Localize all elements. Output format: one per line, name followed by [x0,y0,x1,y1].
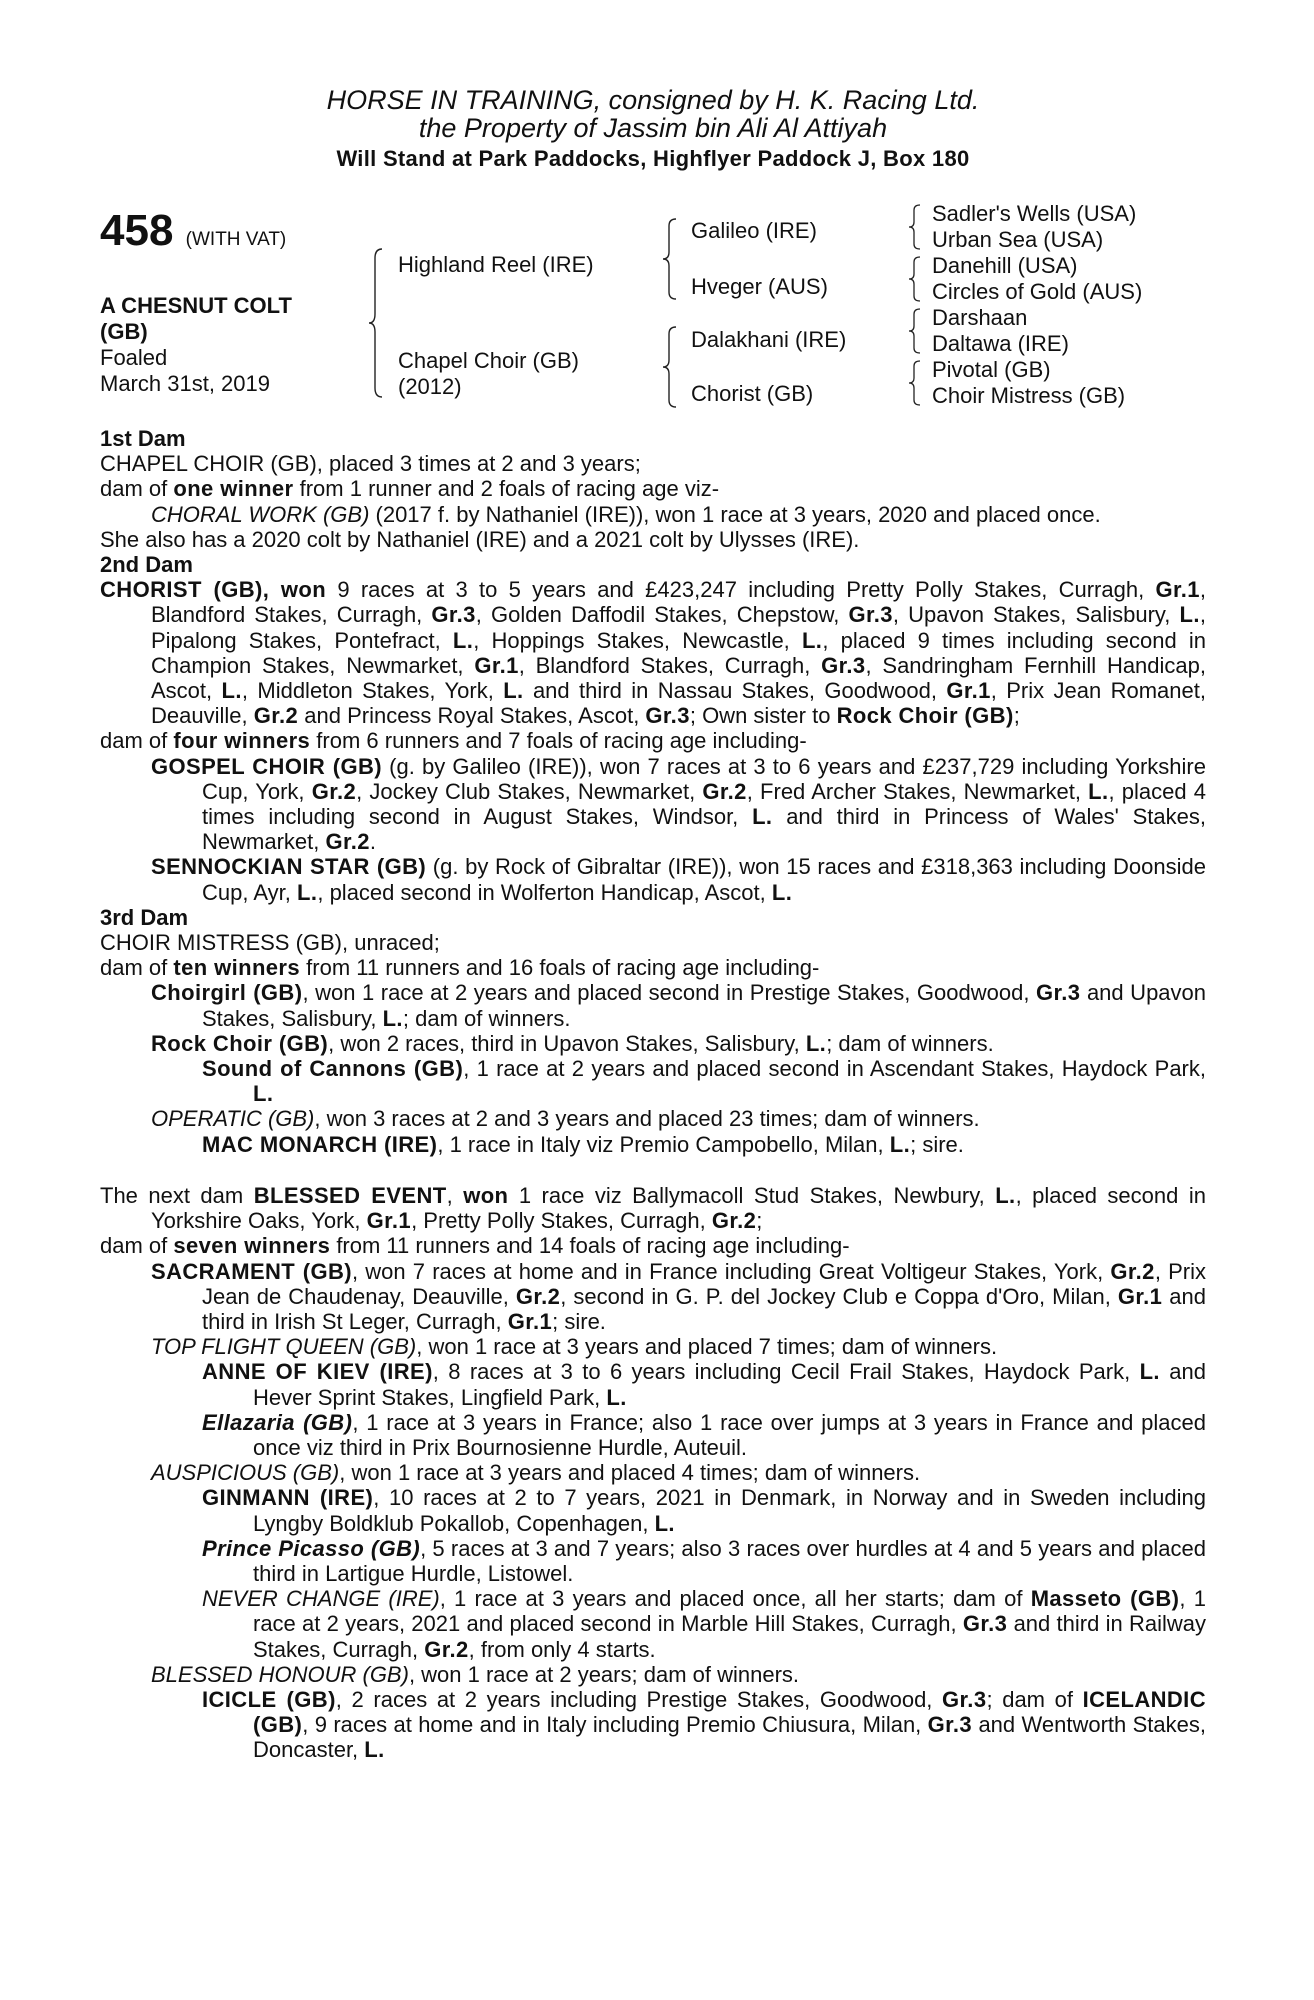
text-run: . [369,829,377,855]
text-run: , Blandford Stakes, Curragh, [151,577,1207,628]
produce-paragraph [100,1031,1206,1056]
produce-paragraph [100,451,1206,476]
bold-text: ICELANDIC (GB) [253,1686,1206,1738]
bold-text: Gr.2 [325,829,370,855]
italic-text: CHORAL WORK (GB) [151,501,370,527]
text-run: 1 race viz Ballymacoll Stud Stakes, Newbury, [508,1182,996,1208]
bold-text: Gr.3 [1035,980,1081,1006]
bold-text: GINMANN (IRE) [202,1485,374,1511]
italic-text: BLESSED HONOUR (GB) [151,1661,409,1687]
sire-dam: Hveger (AUS) [691,274,828,299]
text-run: , won 1 race at 3 years and placed 4 times; dam of winners. [339,1460,921,1486]
produce-paragraph [100,930,1206,955]
text-run: ; dam of winners. [402,1005,571,1031]
text-run: , Prix Jean Romanet, Deauville, [151,678,1206,729]
text-run: , placed second in Wolferton Handicap, Ascot, [317,879,772,905]
text-run: , won 2 races, third in Upavon Stakes, Salisbury, [328,1030,806,1056]
text-run: , 9 races at home and in Italy including Premio Chiusura, Milan, [302,1712,928,1738]
bold-text: won [463,1182,509,1208]
pedigree-brace [908,204,922,250]
bold-text: Gr.1 [1155,577,1200,603]
bold-text: L. [253,1081,274,1107]
foaled-label: Foaled [100,345,168,370]
bold-text: SENNOCKIAN STAR (GB) [151,854,427,880]
text-run: , won 1 race at 2 years; dam of winners. [408,1661,800,1687]
dam-sire: Dalakhani (IRE) [691,327,847,352]
bold-text: GOSPEL CHOIR (GB) [151,753,382,779]
text-run: and third in Princess of Wales' Stakes, Newmarket, [202,804,1206,855]
text-run: and Hever Sprint Stakes, Lingfield Park, [253,1359,1206,1410]
text-run: and Wentworth Stakes, Doncaster, [253,1712,1206,1763]
bold-text: L. [382,1005,403,1031]
bold-text: L. [995,1182,1016,1208]
pedigree-brace [662,218,678,300]
text-run: , Blandford Stakes, Curragh, [518,652,822,678]
stable-location-line: Will Stand at Park Paddocks, Highflyer Paddock J, Box 180 [336,146,970,171]
bold-text: L. [364,1737,385,1763]
bold-text: ICICLE (GB) [202,1686,336,1712]
text-run: , 1 race at 3 years in France; also 1 race over jumps at 3 years in France and placed once viz third in Prix Bournosienne Hurdle, Auteuil. [253,1409,1206,1460]
text-run: (2017 f. by Nathaniel (IRE)), won 1 race at 3 years, 2020 and placed once. [369,501,1101,527]
text-run: , [446,1182,464,1208]
bold-text: Prince Picasso (GB) [202,1535,421,1561]
text-run: and third in Nassau Stakes, Goodwood, [523,678,947,704]
lot-number-row [100,206,287,255]
text-run: dam of [100,1233,174,1259]
bold-text: L. [221,678,242,704]
bold-text: Gr.1 [507,1308,553,1334]
text-run: The next dam [100,1182,254,1208]
text-run: from 11 runners and 16 foals of racing age including- [300,955,820,981]
text-run: from 11 runners and 14 foals of racing age including- [330,1233,850,1259]
bold-text: Gr.3 [821,652,866,678]
produce-paragraph [100,1334,1206,1359]
text-run: (g. by Rock of Gibraltar (IRE)), won 15 races and £318,363 including Doonside Cup, Ayr, [202,854,1206,905]
produce-paragraph [100,854,1206,904]
text-run: , from only 4 starts. [468,1636,656,1662]
text-run: ; [1013,703,1020,729]
text-run: and Princess Royal Stakes, Ascot, [298,703,646,729]
consignor-line: HORSE IN TRAINING, consigned by H. K. Racing Ltd. [326,85,980,115]
bold-text: Rock Choir (GB) [151,1030,329,1056]
lot-number: 458 [100,206,174,255]
bold-text: Gr.2 [311,778,357,804]
text-run: and third in Irish St Leger, Curragh, [202,1283,1207,1334]
bold-text: Gr.2 [702,778,747,804]
text-run: , placed 4 times including second in August Stakes, Windsor, [202,778,1206,830]
bold-text: Gr.3 [645,703,690,729]
third-gen-ancestor: Choir Mistress (GB) [932,383,1126,408]
section-heading [100,426,1206,451]
bold-text: Gr.3 [431,602,476,628]
text-run: 3rd Dam [100,904,189,930]
bold-text: ten winners [173,955,301,981]
bold-text: Sound of Cannons (GB) [202,1056,464,1082]
italic-text: OPERATIC (GB) [151,1106,315,1132]
section-heading [100,905,1206,930]
produce-paragraph [100,1056,1206,1106]
produce-paragraph [100,1183,1206,1233]
bold-text: L. [1088,778,1109,804]
produce-paragraph [100,1485,1206,1535]
text-run: , Fred Archer Stakes, Newmarket, [746,778,1089,804]
bold-text: Gr.2 [515,1283,561,1309]
produce-paragraph [100,476,1206,501]
text-run: ; [756,1208,763,1234]
text-run: , Sandringham Fernhill Handicap, Ascot, [151,652,1207,704]
italic-text: AUSPICIOUS (GB) [151,1460,340,1486]
text-run: , 2 races at 2 years including Prestige Stakes, Goodwood, [335,1686,943,1712]
text-run: , won 7 races at home and in France including Great Voltigeur Stakes, York, [351,1258,1111,1284]
bold-text: Ellazaria (GB) [202,1409,353,1435]
vat-note: (WITH VAT) [185,229,287,250]
text-run: , Upavon Stakes, Salisbury, [892,602,1180,628]
produce-paragraph [100,955,1206,980]
produce-paragraph [100,754,1206,855]
produce-paragraph [100,1662,1206,1687]
text-run: , second in G. P. del Jockey Club e Coppa d'Oro, Milan, [560,1283,1118,1309]
third-gen-ancestor: Pivotal (GB) [932,357,1051,382]
bold-text: L. [296,879,318,905]
text-run: (g. by Galileo (IRE)), won 7 races at 3 to 6 years and £237,729 including Yorkshire Cup, York, [202,753,1206,804]
text-run: , 1 race in Italy viz Premio Campobello, Milan, [437,1131,890,1157]
text-run: from 6 runners and 7 foals of racing age including- [310,728,807,754]
bold-text: L. [801,627,823,653]
dam-year: (2012) [398,374,462,399]
produce-paragraph [100,577,1206,728]
text-run: She also has a 2020 colt by Nathaniel (IRE) and a 2021 colt by Ulysses (IRE). [100,526,860,552]
bold-text: Gr.1 [946,678,991,704]
produce-record [100,426,1206,1763]
third-gen-ancestor: Sadler's Wells (USA) [932,201,1137,226]
pedigree-block [100,196,1206,426]
catalogue-page [100,86,1206,1763]
third-gen-ancestor: Circles of Gold (AUS) [932,279,1143,304]
third-gen-ancestor: Daltawa (IRE) [932,331,1069,356]
italic-text: NEVER CHANGE (IRE) [202,1586,440,1612]
section-heading [100,552,1206,577]
lot-header [100,86,1206,174]
produce-paragraph [100,1359,1206,1409]
pedigree-brace [908,308,922,354]
produce-paragraph [100,1410,1206,1460]
pedigree-brace [908,256,922,302]
third-gen-ancestor: Danehill (USA) [932,253,1078,278]
bold-text: Gr.1 [366,1208,412,1234]
third-gen-ancestor: Darshaan [932,305,1028,330]
produce-paragraph [100,527,1206,552]
bold-text: L. [752,804,773,830]
text-run: , 1 race at 2 years and placed second in Ascendant Stakes, Haydock Park, [463,1056,1206,1082]
bold-text: L. [889,1131,911,1157]
produce-paragraph [100,1586,1206,1662]
text-run: ; sire. [552,1308,606,1334]
produce-paragraph [100,728,1206,753]
text-run: ; dam of [986,1686,1083,1712]
produce-paragraph [100,1233,1206,1258]
lot-description: A CHESNUT COLT [100,293,292,318]
produce-paragraph [100,980,1206,1030]
text-run: ; dam of winners. [826,1030,994,1056]
text-run: , won 1 race at 2 years and placed second in Prestige Stakes, Goodwood, [302,980,1036,1006]
bold-text: one winner [173,476,294,502]
produce-paragraph [100,1259,1206,1335]
produce-paragraph [100,1687,1206,1763]
bold-text: Gr.3 [848,602,893,628]
sire-name: Highland Reel (IRE) [398,252,594,277]
text-run: , Hoppings Stakes, Newcastle, [473,627,802,653]
text-run: , placed 9 times including second in Champion Stakes, Newmarket, [151,627,1206,678]
produce-paragraph [100,1536,1206,1586]
bold-text: Gr.2 [711,1208,757,1234]
pedigree-brace [368,248,384,398]
lot-description-country: (GB) [100,319,148,344]
bold-text: seven winners [173,1233,331,1259]
bold-text: BLESSED EVENT [253,1182,447,1208]
bold-text: L. [606,1384,627,1410]
text-run: 1st Dam [100,426,186,451]
bold-text: Gr.1 [1117,1283,1163,1309]
text-run: dam of [100,476,174,502]
text-run: 9 races at 3 to 5 years and £423,247 including Pretty Polly Stakes, Curragh, [326,577,1156,603]
bold-text: L. [1139,1359,1160,1385]
bold-text: Gr.2 [253,703,299,729]
text-run: ; sire. [910,1131,964,1157]
bold-text: Gr.3 [942,1686,987,1712]
text-run: , Pipalong Stakes, Pontefract, [151,602,1206,653]
text-run: dam of [100,728,174,754]
bold-text: L. [805,1030,827,1056]
third-gen-ancestor: Urban Sea (USA) [932,227,1104,252]
bold-text: Gr.1 [474,652,519,678]
text-run: , 1 race at 3 years and placed once, all her starts; dam of [439,1586,1031,1612]
text-run: , 10 races at 2 to 7 years, 2021 in Denmark, in Norway and in Sweden including Lyngby Boldklub Pokallob, Copenhagen, [253,1485,1206,1536]
pedigree-brace [662,326,678,408]
text-run: CHOIR MISTRESS (GB), unraced; [100,930,440,956]
bold-text: Gr.3 [927,1712,973,1738]
bold-text: CHORIST (GB), won [100,577,327,603]
bold-text: SACRAMENT (GB) [151,1258,352,1284]
text-run: , Prix Jean de Chaudenay, Deauville, [202,1258,1206,1309]
bold-text: four winners [173,728,311,754]
text-run: and third in Railway Stakes, Curragh, [253,1611,1206,1662]
bold-text: Masseto (GB) [1030,1586,1180,1612]
text-run: , won 3 races at 2 and 3 years and placed 23 times; dam of winners. [314,1106,980,1132]
bold-text: L. [503,678,524,704]
text-run: from 1 runner and 2 foals of racing age viz- [293,476,720,502]
bold-text: Choirgirl (GB) [151,980,303,1006]
foaling-date: March 31st, 2019 [100,371,270,396]
produce-paragraph [100,502,1206,527]
text-run: ; Own sister to [689,703,837,729]
italic-text: TOP FLIGHT QUEEN (GB) [151,1334,417,1360]
dam-dam: Chorist (GB) [691,381,814,406]
produce-paragraph [100,1460,1206,1485]
text-run: , 1 race at 2 years, 2021 and placed second in Marble Hill Stakes, Curragh, [253,1586,1206,1637]
owner-line: the Property of Jassim bin Ali Al Attiyah [418,113,888,143]
dam-name: Chapel Choir (GB) [398,348,579,373]
bold-text: L. [452,627,474,653]
pedigree-brace [908,360,922,406]
text-run: , 8 races at 3 to 6 years including Cecil Frail Stakes, Haydock Park, [432,1359,1140,1385]
bold-text: Gr.3 [962,1611,1008,1637]
text-run: , Pretty Polly Stakes, Curragh, [411,1208,712,1234]
bold-text: Rock Choir (GB) [836,703,1014,729]
text-run: , Middleton Stakes, York, [241,678,504,704]
text-run: CHAPEL CHOIR (GB), placed 3 times at 2 and 3 years; [100,451,641,477]
sire-sire: Galileo (IRE) [691,218,817,243]
bold-text: ANNE OF KIEV (IRE) [202,1359,433,1385]
text-run: dam of [100,955,174,981]
text-run: , placed second in Yorkshire Oaks, York, [151,1182,1206,1234]
text-run: , won 1 race at 3 years and placed 7 times; dam of winners. [416,1334,998,1360]
text-run: 2nd Dam [100,552,193,578]
bold-text: Gr.2 [424,1636,469,1662]
text-run: , Golden Daffodil Stakes, Chepstow, [475,602,849,628]
bold-text: L. [1179,602,1200,628]
bold-text: Gr.2 [1110,1258,1155,1284]
text-run: , Jockey Club Stakes, Newmarket, [356,778,703,804]
produce-paragraph [100,1132,1206,1157]
produce-paragraph [100,1106,1206,1131]
text-run: , 5 races at 3 and 7 years; also 3 races over hurdles at 4 and 5 years and placed third in Lartigue Hurdle, Listowel. [253,1535,1206,1586]
bold-text: L. [654,1510,675,1536]
bold-text: MAC MONARCH (IRE) [202,1131,438,1157]
bold-text: L. [771,879,793,905]
text-run: and Upavon Stakes, Salisbury, [202,980,1207,1031]
